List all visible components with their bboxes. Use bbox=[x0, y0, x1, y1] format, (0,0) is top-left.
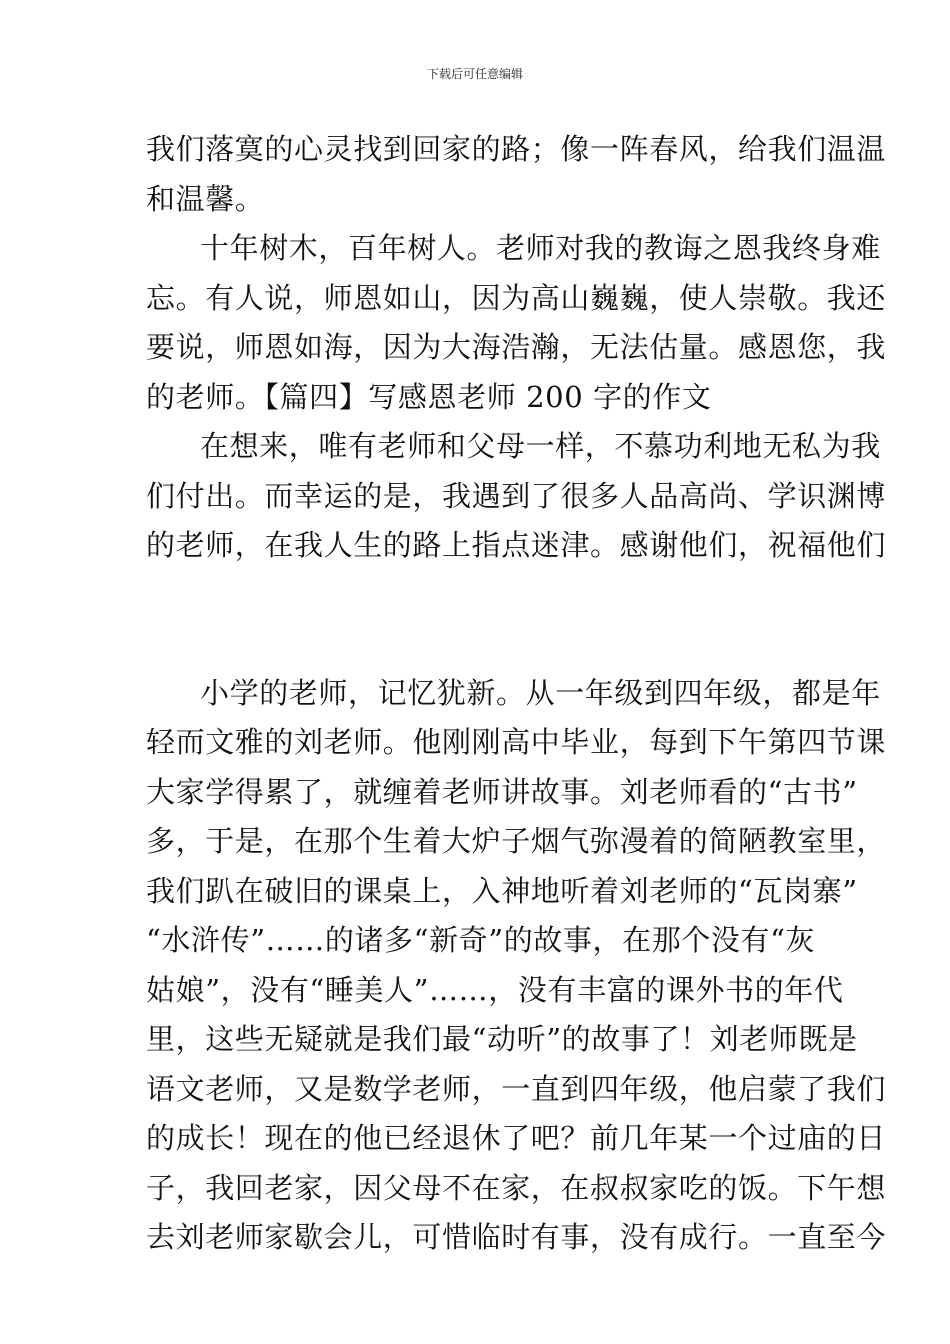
text-line: 要说，师恩如海，因为大海浩瀚，无法估量。感恩您，我 bbox=[146, 330, 887, 364]
text-line: 姑娘”，没有“睡美人”……，没有丰富的课外书的年代 bbox=[146, 972, 844, 1007]
text-line: 忘。有人说，师恩如山，因为高山巍巍，使人崇敬。我还 bbox=[146, 280, 887, 315]
text-line: “水浒传”……的诸多“新奇”的故事，在那个没有“灰 bbox=[146, 923, 816, 957]
paragraph-1 bbox=[146, 129, 887, 228]
text-line: 语文老师，又是数学老师，一直到四年级，他启蒙了我们 bbox=[146, 1071, 887, 1106]
text-line: 我们趴在破旧的课桌上，入神地听着刘老师的“瓦岗寨” bbox=[146, 873, 858, 908]
page-header: 下载后可任意编辑 bbox=[426, 67, 523, 81]
text-line: 我们落寞的心灵找到回家的路；像一阵春风，给我们温温 bbox=[146, 132, 887, 166]
text-line: 们付出。而幸运的是，我遇到了很多人品高尚、学识渊博 bbox=[146, 478, 887, 513]
text-line: 里，这些无疑就是我们最“动听”的故事了！刘老师既是 bbox=[146, 1022, 858, 1056]
text-line: 小学的老师，记忆犹新。从一年级到四年级，都是年 bbox=[200, 675, 881, 710]
text-line: 和温馨。 bbox=[146, 181, 265, 216]
text-line: 多，于是，在那个生着大炉子烟气弥漫着的简陋教室里， bbox=[146, 824, 887, 858]
text-line: 的老师。【篇四】写感恩老师 200 字的作文 bbox=[146, 379, 712, 414]
paragraph-4 bbox=[146, 673, 887, 1267]
blank-gap bbox=[146, 575, 816, 673]
text-line: 十年树木，百年树人。老师对我的教诲之恩我终身难 bbox=[200, 231, 881, 265]
paragraph-2 bbox=[146, 228, 887, 426]
text-line: 的老师，在我人生的路上指点迷津。感谢他们，祝福他们 bbox=[146, 528, 887, 562]
document-body bbox=[146, 129, 887, 1267]
text-line: 大家学得累了，就缠着老师讲故事。刘老师看的“古书” bbox=[146, 774, 858, 809]
text-line: 去刘老师家歇会儿，可惜临时有事，没有成行。一直至今 bbox=[146, 1220, 887, 1254]
text-line: 在想来，唯有老师和父母一样，不慕功利地无私为我 bbox=[200, 429, 881, 463]
text-line: 的成长！现在的他已经退休了吧？前几年某一个过庙的日 bbox=[146, 1121, 887, 1155]
text-line: 子，我回老家，因父母不在家，在叔叔家吃的饭。下午想 bbox=[146, 1170, 887, 1205]
text-line: 轻而文雅的刘老师。他刚刚高中毕业，每到下午第四节课 bbox=[146, 725, 887, 759]
paragraph-3 bbox=[146, 426, 887, 575]
